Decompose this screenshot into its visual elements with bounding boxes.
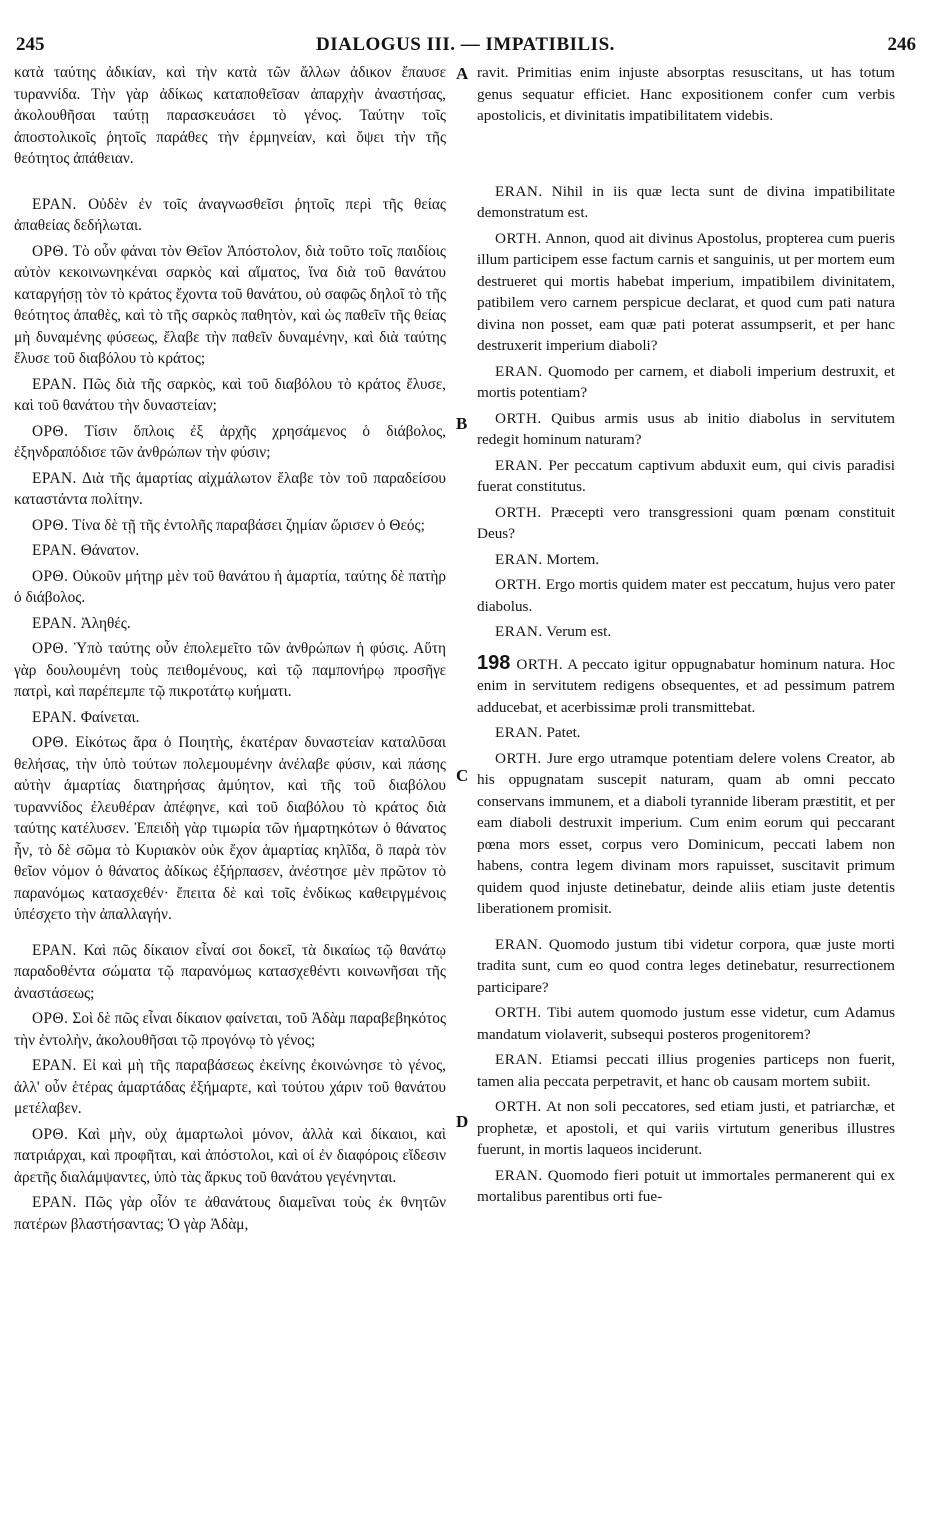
page-number-left: 245 (16, 34, 45, 55)
speaker: ΟΡΘ. (32, 734, 69, 751)
text-span: Καὶ μὴν, οὐχ ἁμαρτωλοὶ μόνον, ἀλλὰ καὶ δίκαιοι, καὶ πατριάρχαι, καὶ προφῆται, καὶ ἀπόστολοι, καὶ οἱ ἐν διαφόροις εἴδεσιν ἀρετῆς διαλάμψαντες, ὑπὸ τὰς ἄρκυς τοῦ θανάτου γεγένηνται. (14, 1125, 446, 1186)
speaker: ΕΡΑΝ. (32, 195, 77, 213)
latin-paragraph (477, 748, 895, 920)
latin-paragraph (477, 1096, 895, 1161)
speaker: ΕΡΑΝ. (32, 614, 77, 632)
text-span: Τὸ οὖν φάναι τὸν Θεῖον Ἀπόστολον, διὰ τοῦτο τοῖς παιδίοις αὐτὸν κεκοινωνηκέναι σαρκὸς καὶ αἵματος, ἵνα διὰ τοῦ θανάτου καταργήσῃ τὸν τὸ κράτος ἔχοντα τοῦ θανάτου, οὐ σαφῶς δηλοῖ τὸ τῆς θεότητος ἀπαθὲς, καὶ τὸ τῆς σαρκὸς παθητὸν, καὶ ὡς παθεῖν τῆς θείας μὴ δυναμένης φύσεως, ἔλαβε τὴν παθεῖν δυναμένην, καὶ διὰ ταύτης ἔλυσε τοῦ διαβόλου τὸ κράτος; (14, 242, 446, 367)
greek-paragraph (14, 421, 446, 464)
column-number: 198 (477, 651, 511, 674)
text-span: Ὑπὸ ταύτης οὖν ἐπολεμεῖτο τῶν ἀνθρώπων ἡ φύσις. Αὕτη γὰρ δουλουμένη τοὺς πειθομένους, καὶ τῷ παμπονήρῳ προσῆγε πατρὶ, καὶ παρέπεμπε τῷ πικροτάτῳ κυήματι. (14, 640, 446, 700)
text-span: Quibus armis usus ab initio diabolus in servitutem redegit hominum naturam? (477, 409, 895, 448)
latin-paragraph (477, 1049, 895, 1092)
greek-paragraph (14, 1055, 446, 1120)
speaker: ΟΡΘ. (32, 567, 69, 585)
text-span: κατὰ ταύτης ἀδικίαν, καὶ τὴν κατὰ τῶν ἄλλων ἀδικον ἔπαυσε τυραννίδα. Τὴν γὰρ ἀδίκως καταποθεῖσαν ἀπαρχὴν ἀναστήσας, ἀκολουθῆσαι ταύτῃ παρασκευάσει τὸ γένος. Ταύτην τοῖς ἀποστολικοῖς ῥητοῖς παράθες τὴν ἑρμηνείαν, καὶ ὄψει τὴν τῆς θεότητος ἀπάθειαν. (14, 64, 446, 167)
greek-paragraph (14, 566, 446, 609)
greek-paragraph (14, 515, 446, 537)
text-span: Mortem. (546, 550, 600, 568)
speaker: ERAN. (495, 456, 543, 474)
running-header (16, 34, 916, 58)
text-span: Jure ergo utramque potentiam delere volens Creator, ab his oppugnatam suscepit naturam, quam ab omni peccato conservans immunem, et a diaboli tyrannide liberam præstitit, et per eam diaboli destruxit imperium. Cum enim eorum qui peccarant pœna mors esset, corpus vero Dominicum, peccati labem non habens, contra legem divinam mors rapuisset, suscitavit primum quidem quod injuste detinebatur, deinde aliis etiam juste detentis liberationem promisit. (477, 749, 895, 917)
speaker: ΟΡΘ. (32, 516, 69, 534)
latin-paragraph (477, 455, 895, 498)
text-span: Ἀληθές. (80, 614, 131, 632)
text-span: Οὐδὲν ἐν τοῖς ἀναγνωσθεῖσι ῥητοῖς περὶ τῆς θείας ἀπαθείας δεδήλωται. (14, 195, 446, 234)
latin-column (477, 62, 895, 1212)
speaker: ERAN. (495, 550, 543, 568)
speaker: ΟΡΘ. (32, 422, 69, 440)
speaker: ORTH. (495, 229, 542, 247)
greek-paragraph (14, 707, 446, 729)
speaker: ΕΡΑΝ. (32, 469, 77, 487)
speaker: ΕΡΑΝ. (32, 941, 77, 959)
greek-paragraph (14, 940, 446, 1005)
greek-paragraph (14, 468, 446, 511)
latin-paragraph (477, 653, 895, 719)
speaker: ORTH. (495, 1004, 542, 1021)
speaker: ORTH. (495, 576, 542, 593)
text-span: Nihil in iis quæ lecta sunt de divina impatibilitate demonstratum est. (477, 182, 895, 221)
greek-paragraph (14, 1124, 446, 1189)
text-span: At non soli peccatores, sed etiam justi, et patriarchæ, et prophetæ, et apostoli, et qui variis virtutum generibus illustres fuerunt, in mortis laqueos inciderunt. (477, 1098, 895, 1158)
text-span: ravit. Primitias enim injuste absorptas resuscitans, ut has totum genus sequatur efficiet. Hanc expositionem confer cum verbis apostolicis, et divinitatis impatibilitatem videbis. (477, 64, 895, 124)
speaker: ΟΡΘ. (32, 1010, 69, 1027)
text-span: Quomodo justum tibi videtur corpora, quæ juste morti tradita sunt, cum eo quod contra leges detinebatur, resurrectionem participare? (477, 935, 896, 996)
speaker: ΕΡΑΝ. (32, 1057, 77, 1074)
greek-paragraph (14, 1192, 446, 1235)
text-span: Τίνα δὲ τῇ τῆς ἐντολῆς παραβάσει ζημίαν ὥρισεν ὁ Θεός; (72, 516, 425, 534)
greek-paragraph (14, 374, 446, 417)
text-span: Πῶς διὰ τῆς σαρκὸς, καὶ τοῦ διαβόλου τὸ κράτος ἔλυσε, καὶ τοῦ θανάτου τὴν δυναστείαν; (14, 375, 447, 414)
latin-paragraph (477, 549, 895, 571)
speaker: ΕΡΑΝ. (32, 542, 77, 559)
text-span: Præcepti vero transgressioni quam pœnam constituit Deus? (477, 503, 895, 542)
greek-paragraph (14, 638, 446, 703)
text-span: Πῶς γὰρ οἷόν τε ἀθανάτους διαμεῖναι τοὺς ἐκ θνητῶν πατέρων βλαστήσαντας; Ὁ γὰρ Ἀδὰμ, (14, 1194, 446, 1233)
margin-letter-c: C (456, 766, 469, 785)
speaker: ΟΡΘ. (32, 640, 69, 657)
greek-paragraph (14, 732, 446, 926)
greek-paragraph (14, 194, 446, 237)
latin-paragraph (477, 574, 895, 617)
latin-paragraph (477, 621, 895, 643)
page-number-right: 246 (887, 34, 916, 55)
text-span: Εἰ καὶ μὴ τῆς παραβάσεως ἐκείνης ἐκοινώνησε τὸ γένος, ἀλλ' οὖν ἑτέρας ἁμαρτάδας ἐξήμαρτε, καὶ τούτου χάριν τοῦ θανάτου μετέλαβεν. (14, 1057, 447, 1117)
text-span: Σοὶ δὲ πῶς εἶναι δίκαιον φαίνεται, τοῦ Ἀδὰμ παραβεβηκότος τὴν ἐντολὴν, ἀκολουθῆσαι τῷ προγόνῳ τὸ γένος; (14, 1010, 447, 1049)
text-span: Ergo mortis quidem mater est peccatum, hujus vero pater diabolus. (477, 576, 895, 615)
margin-letter-a: A (456, 64, 469, 83)
speaker: ERAN. (495, 935, 543, 953)
latin-paragraph (477, 722, 895, 744)
margin-letter-b: B (456, 414, 468, 433)
latin-paragraph (477, 181, 895, 224)
latin-paragraph (477, 1165, 895, 1208)
latin-paragraph (477, 228, 895, 357)
speaker: ΕΡΑΝ. (32, 375, 77, 393)
latin-paragraph (477, 408, 895, 451)
greek-paragraph (14, 1008, 446, 1051)
text-span: Tibi autem quomodo justum esse videtur, cum Adamus mandatum violaverit, subsequi posteros progenitorem? (477, 1004, 895, 1043)
text-span: Verum est. (546, 623, 612, 640)
speaker: ERAN. (495, 182, 543, 200)
text-span: Etiamsi peccati illius progenies particeps non fuerit, tamen alia peccata perpetravit, et hanc ob causam mortem subiit. (477, 1051, 896, 1090)
speaker: ORTH. (495, 409, 542, 427)
text-span: Annon, quod ait divinus Apostolus, propterea cum pueris illum participem esse factum carnis et sanguinis, ut per mortem eum destrueret qui mortis habebat imperium, impatibilem divinitatem, patibilem vero carnem perspicue declarat, et quod cum pati natura divina non posset, eam quæ pati poterat assumpserit, et per hanc destruxerit imperium diaboli? (477, 229, 895, 354)
text-span: Patet. (546, 724, 581, 741)
text-span: Διὰ τῆς ἁμαρτίας αἰχμάλωτον ἔλαβε τὸν τοῦ παραδείσου καταστάντα πολίτην. (14, 469, 446, 508)
greek-paragraph (14, 62, 446, 170)
speaker: ORTH. (495, 749, 542, 767)
speaker: ERAN. (495, 362, 543, 380)
speaker: ΕΡΑΝ. (32, 708, 77, 726)
text-span: Φαίνεται. (80, 708, 140, 726)
text-span: Quomodo per carnem, et diaboli imperium destruxit, et mortis potentiam? (477, 362, 895, 401)
speaker: ORTH. (495, 503, 542, 521)
latin-paragraph (477, 1002, 895, 1045)
text-span: Τίσιν ὅπλοις ἐξ ἀρχῆς χρησάμενος ὁ διάβολος, ἐξηνδραπόδισε τῶν ἀνθρώπων τὴν φύσιν; (14, 422, 446, 461)
speaker: ΟΡΘ. (32, 242, 69, 260)
latin-paragraph (477, 62, 895, 127)
latin-paragraph (477, 361, 895, 404)
speaker: ERAN. (495, 1051, 543, 1068)
speaker: ORTH. (516, 655, 564, 673)
greek-column (14, 62, 446, 1239)
latin-paragraph (477, 502, 895, 545)
text-span: Καὶ πῶς δίκαιον εἶναί σοι δοκεῖ, τὰ δικαίως τῷ θανάτῳ παραδοθέντα σώματα τῷ παρανόμως κατασχεθέντι κοινωνῆσαι τῆς ἀναστάσεως; (14, 941, 446, 1002)
text-span: Οὐκοῦν μήτηρ μὲν τοῦ θανάτου ἡ ἁμαρτία, ταύτης δὲ πατὴρ ὁ διάβολος. (14, 567, 446, 606)
speaker: ORTH. (495, 1098, 542, 1115)
greek-paragraph (14, 613, 446, 635)
speaker: ΟΡΘ. (32, 1125, 69, 1143)
text-span: Per peccatum captivum abduxit eum, qui civis paradisi fuerat constitutus. (477, 456, 895, 495)
greek-paragraph (14, 241, 446, 370)
speaker: ΕΡΑΝ. (32, 1194, 77, 1211)
running-title: DIALOGUS III. — IMPATIBILIS. (316, 34, 615, 55)
text-span: Εἰκότως ἄρα ὁ Ποιητὴς, ἑκατέραν δυναστείαν καταλῦσαι θελήσας, τὴν ὑπὸ τούτων πολεμουμένην ἀνέλαβε φύσιν, καὶ πάσης αὐτὴν ἁμαρτίας διατηρήσας ἀμύητον, καὶ τῆς τοῦ διαβόλου τυραννίδος ἐλευθέραν ἀπέφηνε, καὶ τοῦ διαβόλου τὸ κράτος διὰ ταύτης κατέλυσεν. Ἐπειδὴ γὰρ τιμωρία τῶν ἡμαρτηκότων ὁ θάνατος ἦν, τὸ δὲ σῶμα τὸ Κυριακὸν οὐκ ἔχον ἁμαρτίας κηλῖδα, ὃ παρὰ τὸν θεῖον νόμον ὁ θάνατος ἀδίκως ἐξήρπασεν, ἀνέστησε μὲν πρῶτον τὸ παρανόμως κατασχεθέν· ἔπειτα δὲ καὶ τοῖς ἐνδίκως καθειργμένοις ὑπέσχετο τὴν ἀπαλλαγήν. (14, 734, 447, 923)
text-span: Θάνατον. (80, 542, 140, 559)
text-span: Quomodo fieri potuit ut immortales permanerent qui ex mortalibus parentibus orti fue- (477, 1166, 896, 1205)
greek-paragraph (14, 540, 446, 562)
text-span: A peccato igitur oppugnabatur hominum natura. Hoc enim in servitutem redigens obsequentes, et ad pessimum patrem adducebat, et acerbissimæ proli transmittebat. (477, 655, 895, 716)
latin-paragraph (477, 934, 895, 999)
speaker: ERAN. (495, 623, 543, 640)
speaker: ERAN. (495, 1166, 543, 1184)
margin-letter-d: D (456, 1112, 469, 1131)
speaker: ERAN. (495, 724, 543, 741)
